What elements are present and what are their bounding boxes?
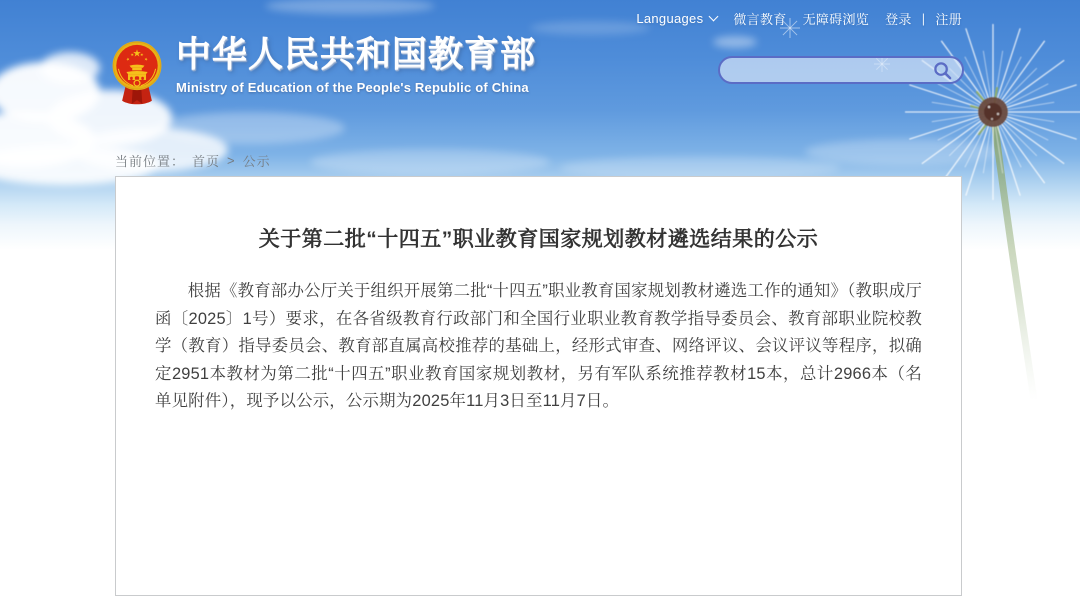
register-link[interactable]: 注册 bbox=[935, 11, 962, 27]
login-link[interactable]: 登录 bbox=[885, 11, 912, 27]
breadcrumb-current[interactable]: 公示 bbox=[242, 154, 271, 169]
breadcrumb-home[interactable]: 首页 bbox=[192, 154, 221, 169]
search-box bbox=[718, 56, 964, 84]
article-card bbox=[115, 176, 962, 596]
article-title: 关于第二批“十四五”职业教育国家规划教材遴选结果的公示 bbox=[258, 228, 819, 251]
topbar bbox=[636, 9, 962, 27]
breadcrumb-label: 当前位置： bbox=[115, 154, 186, 169]
national-emblem-icon bbox=[110, 38, 164, 106]
site-brand[interactable] bbox=[110, 36, 536, 106]
article-paragraph: 根据《教育部办公厅关于组织开展第二批“十四五”职业教育国家规划教材遴选工作的通知》（教职成厅函〔2025〕1号）要求，在各省级教育行政部门和全国行业职业教育教学指导委员会、教育部职业院校教学（教育）指导委员会、教育部直属高校推荐的基础上，经形式审查、网络评议、会议评议等程序，拟确定2951本教材为第二批“十四五”职业教育国家规划教材，另有军队系统推荐教材15本，总计2966本（名单见附件），现予以公示，公示期为2025年11月3日至11月7日。 bbox=[155, 282, 922, 410]
link-accessibility-mode[interactable]: 无障碍浏览 bbox=[802, 11, 870, 27]
breadcrumb-separator: > bbox=[227, 153, 236, 168]
search-input[interactable] bbox=[720, 60, 933, 80]
languages-menu[interactable] bbox=[636, 11, 717, 26]
site-title-en: Ministry of Education of the People's Republic of China bbox=[176, 79, 529, 95]
breadcrumb bbox=[115, 151, 271, 170]
site-title-zh: 中华人民共和国教育部 bbox=[176, 35, 537, 74]
link-weiyan-education[interactable]: 微言教育 bbox=[733, 11, 787, 27]
languages-label: Languages bbox=[636, 10, 704, 26]
search-button[interactable] bbox=[933, 61, 962, 80]
search-icon bbox=[933, 61, 952, 80]
chevron-down-icon bbox=[709, 12, 719, 22]
topbar-divider: | bbox=[921, 10, 926, 26]
brand-text bbox=[176, 36, 536, 95]
